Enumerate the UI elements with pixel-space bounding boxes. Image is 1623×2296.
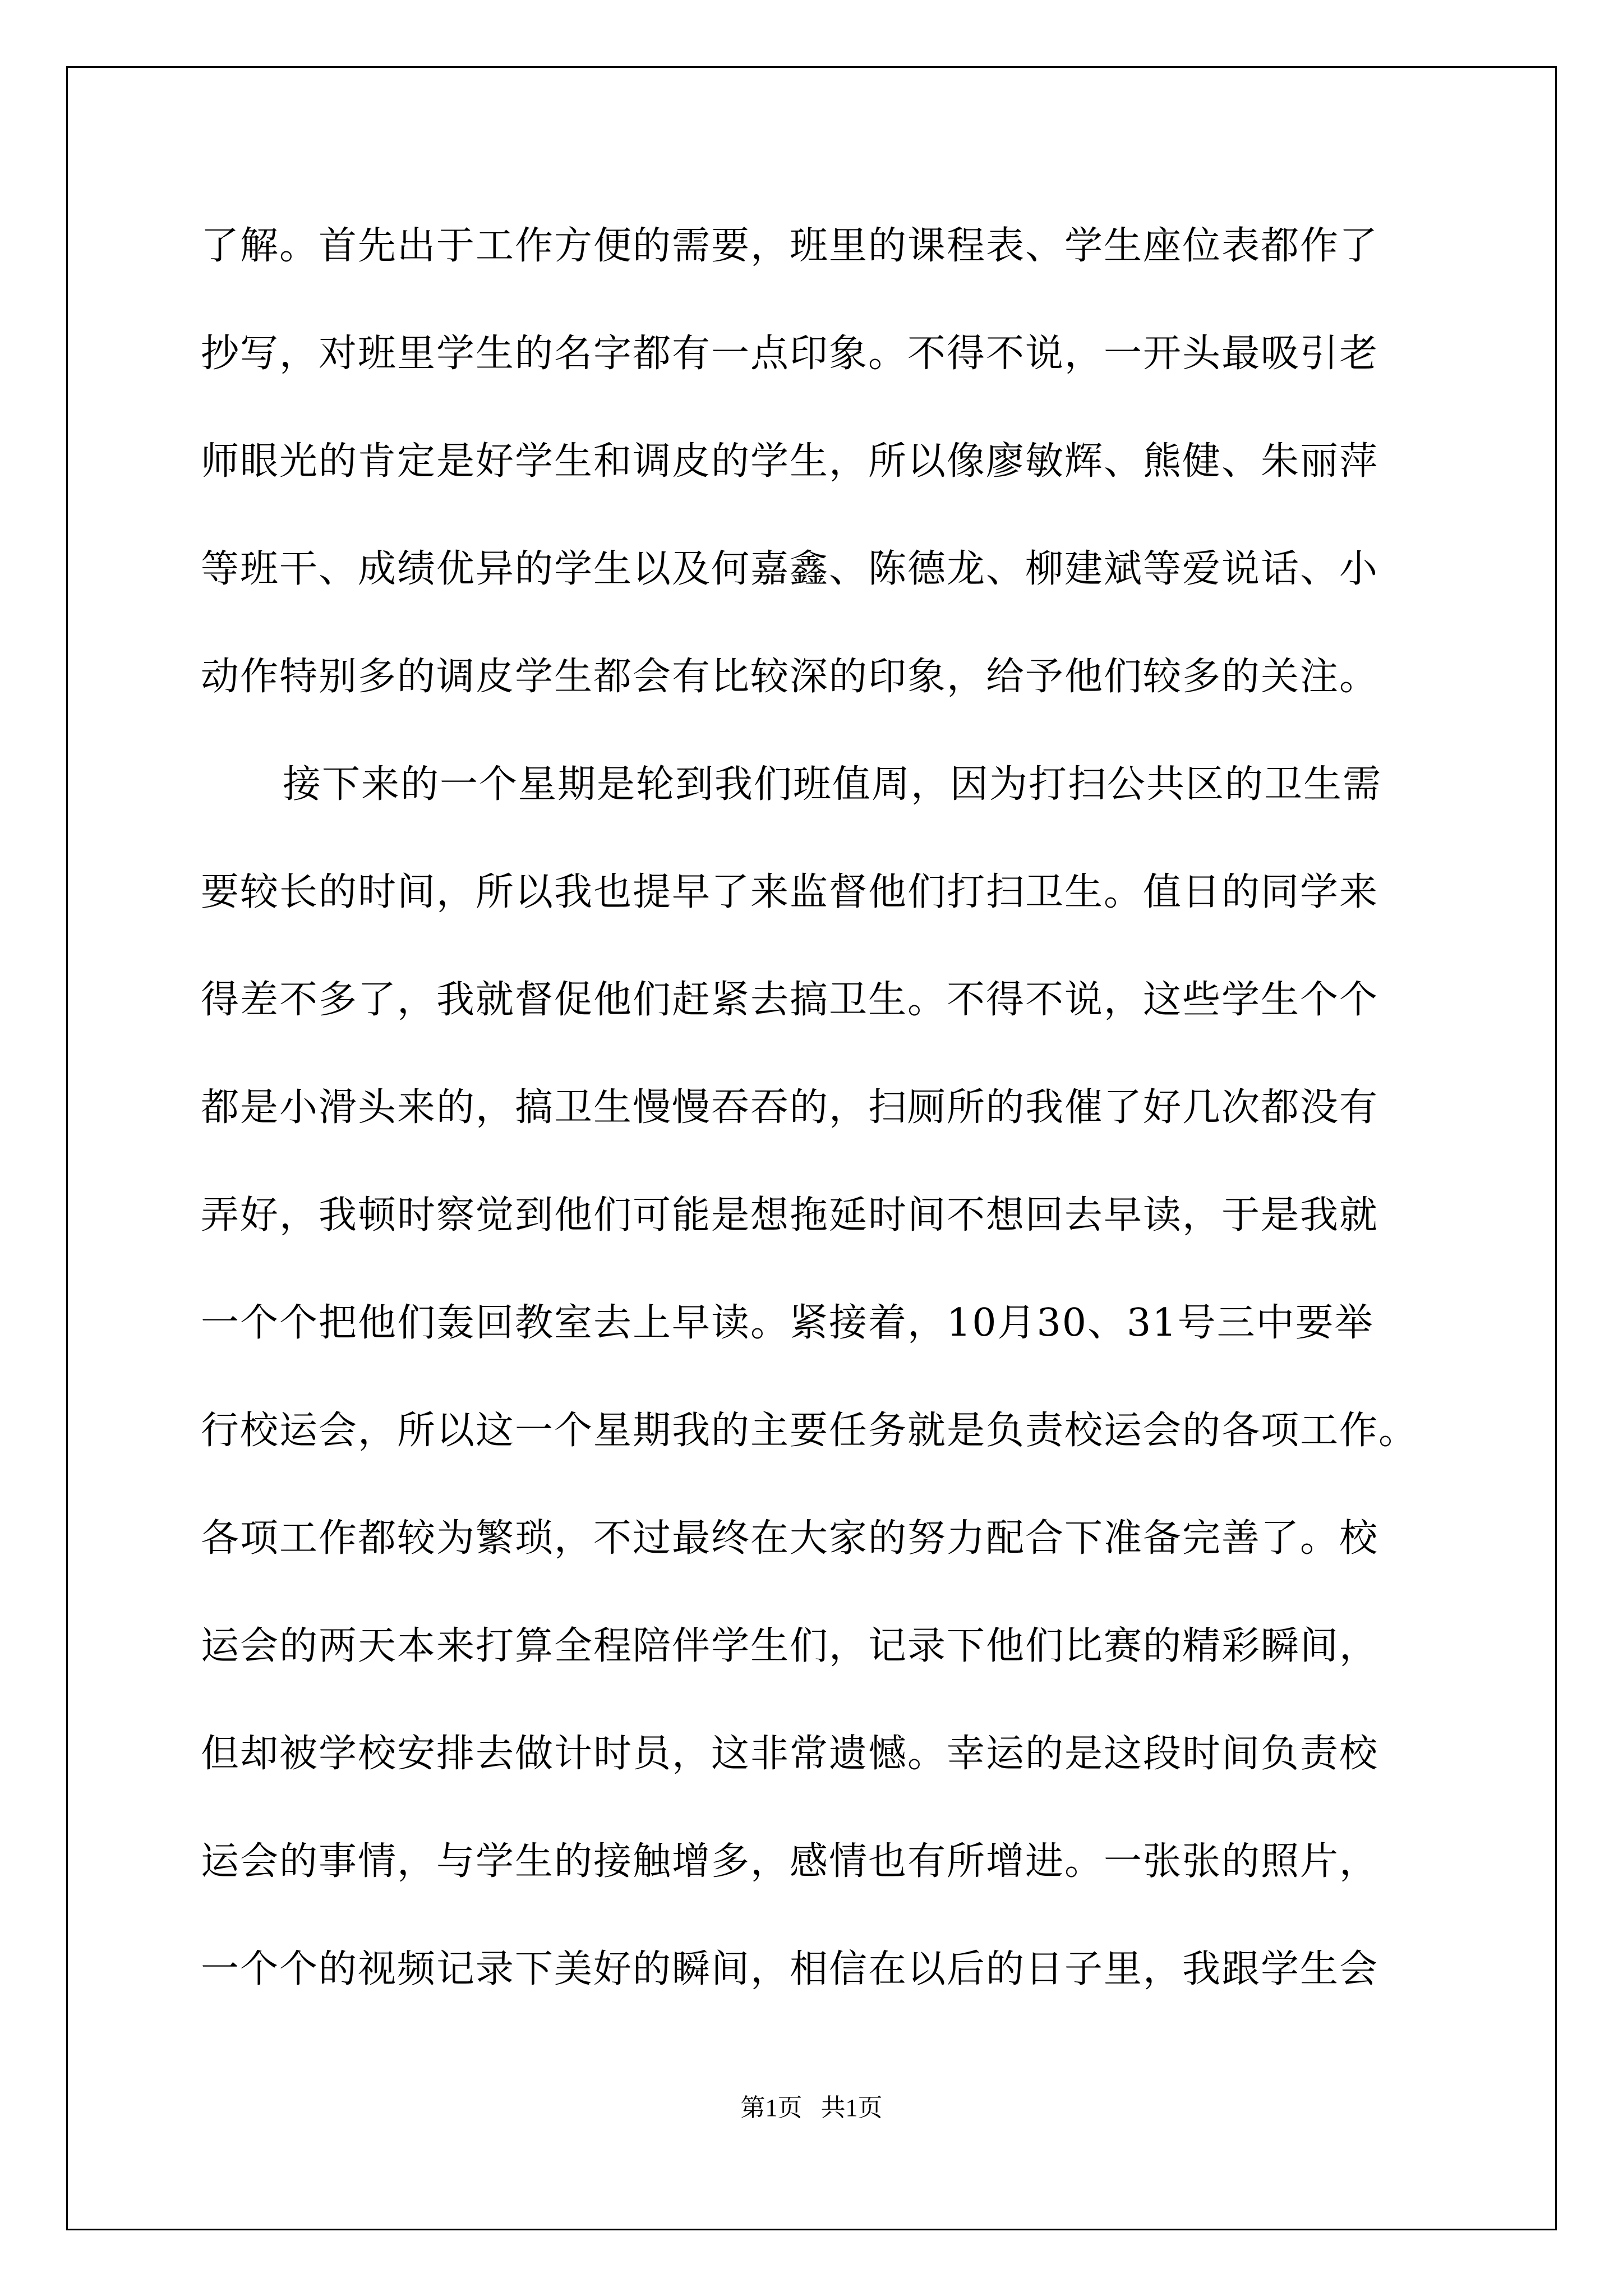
text-line: 要较长的时间，所以我也提早了来监督他们打扫卫生。值日的同学来 bbox=[201, 870, 1379, 914]
text-line: 师眼光的肯定是好学生和调皮的学生，所以像廖敏辉、熊健、朱丽萍 bbox=[201, 439, 1379, 484]
text-line: 一个个把他们轰回教室去上早读。紧接着，10月30、31号三中要举 bbox=[201, 1301, 1374, 1345]
text-line: 运会的事情，与学生的接触增多，感情也有所增进。一张张的照片， bbox=[201, 1839, 1379, 1884]
paragraph-start-line: 接下来的一个星期是轮到我们班值周，因为打扫公共区的卫生需 bbox=[283, 762, 1382, 807]
text-line: 抄写，对班里学生的名字都有一点印象。不得不说，一开头最吸引老 bbox=[201, 332, 1379, 376]
text-line: 一个个的视频记录下美好的瞬间，相信在以后的日子里，我跟学生会 bbox=[201, 1947, 1379, 1991]
text-line: 都是小滑头来的，搞卫生慢慢吞吞的，扫厕所的我催了好几次都没有 bbox=[201, 1085, 1379, 1130]
text-line: 行校运会，所以这一个星期我的主要任务就是负责校运会的各项工作。 bbox=[201, 1409, 1418, 1453]
text-line: 了解。首先出于工作方便的需要，班里的课程表、学生座位表都作了 bbox=[201, 224, 1379, 268]
text-line: 运会的两天本来打算全程陪伴学生们，记录下他们比赛的精彩瞬间， bbox=[201, 1624, 1379, 1668]
text-line: 动作特别多的调皮学生都会有比较深的印象，给予他们较多的关注。 bbox=[201, 655, 1379, 699]
text-line: 弄好，我顿时察觉到他们可能是想拖延时间不想回去早读，于是我就 bbox=[201, 1193, 1379, 1237]
page-number-footer: 第1页 共1页 bbox=[740, 2094, 883, 2122]
text-line: 得差不多了，我就督促他们赶紧去搞卫生。不得不说，这些学生个个 bbox=[201, 978, 1379, 1022]
text-line: 但却被学校安排去做计时员，这非常遗憾。幸运的是这段时间负责校 bbox=[201, 1732, 1379, 1776]
text-line: 等班干、成绩优异的学生以及何嘉鑫、陈德龙、柳建斌等爱说话、小 bbox=[201, 547, 1379, 591]
text-line: 各项工作都较为繁琐，不过最终在大家的努力配合下准备完善了。校 bbox=[201, 1516, 1379, 1561]
document-body bbox=[201, 192, 1457, 2023]
